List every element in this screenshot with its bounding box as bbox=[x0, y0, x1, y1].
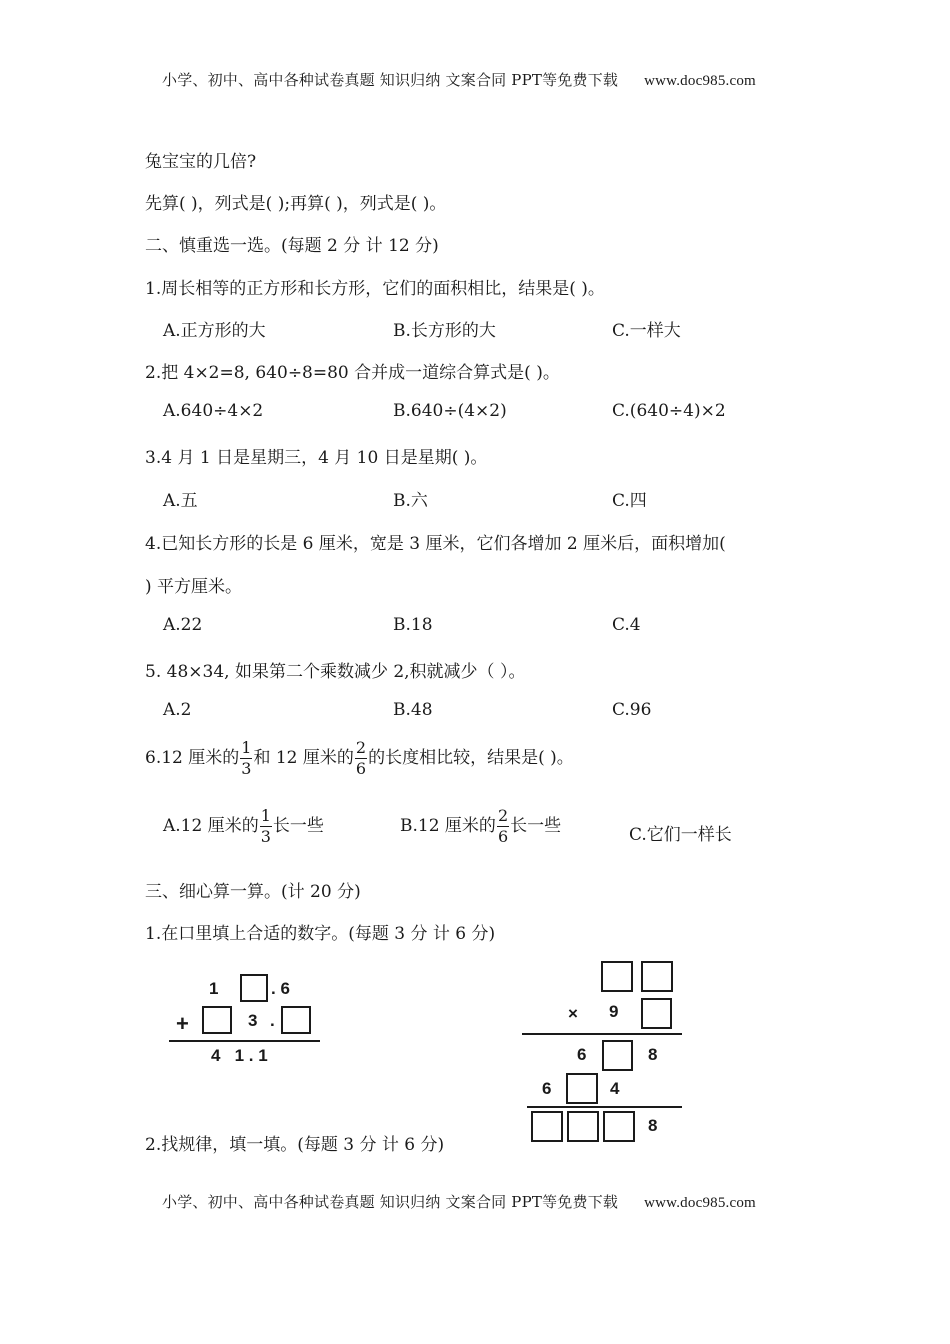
question-3-1: 1.在口里填上合适的数字。(每题 3 分 计 6 分) bbox=[145, 924, 496, 944]
q2-option-c: C.(640÷4)×2 bbox=[612, 401, 726, 421]
question-2-4-cont: ) 平方厘米。 bbox=[145, 577, 243, 597]
addition-digit: 3 bbox=[248, 1011, 258, 1030]
q6-option-c: C.它们一样长 bbox=[629, 825, 732, 845]
question-2-3: 3.4 月 1 日是星期三，4 月 10 日是星期( )。 bbox=[145, 448, 488, 468]
addition-digit: . 6 bbox=[271, 979, 290, 998]
page-header bbox=[162, 69, 756, 90]
multiplication-blank-box[interactable] bbox=[602, 1040, 633, 1071]
multiplication-blank-box[interactable] bbox=[567, 1111, 599, 1142]
times-sign: × bbox=[568, 1004, 578, 1023]
multiplication-digit: 8 bbox=[648, 1045, 658, 1064]
q6-option-a bbox=[163, 808, 324, 845]
fraction-denominator: 6 bbox=[497, 827, 509, 846]
multiplication-blank-box[interactable] bbox=[641, 961, 673, 992]
addition-blank-box[interactable] bbox=[202, 1006, 232, 1034]
fraction-denominator: 3 bbox=[241, 759, 252, 778]
footer-site[interactable]: www.doc985.com bbox=[644, 1195, 756, 1211]
addition-blank-box[interactable] bbox=[240, 974, 268, 1002]
header-text: 小学、初中、高中各种试卷真题 知识归纳 文案合同 PPT等免费下载 bbox=[162, 71, 619, 89]
intro-line-2: 先算( )，列式是( );再算( )，列式是( )。 bbox=[145, 194, 447, 214]
multiplication-blank-box[interactable] bbox=[566, 1073, 598, 1104]
multiplication-blank-box[interactable] bbox=[601, 961, 633, 992]
addition-blank-box[interactable] bbox=[281, 1006, 311, 1034]
multiplication-digit: 9 bbox=[609, 1002, 619, 1021]
fraction-numerator: 2 bbox=[355, 738, 367, 757]
multiplication-blank-box[interactable] bbox=[603, 1111, 635, 1142]
fraction-denominator: 6 bbox=[355, 759, 367, 778]
q6-option-b bbox=[400, 808, 561, 845]
q6-prefix: 6.12 厘米的 bbox=[145, 748, 240, 768]
fraction-denominator: 3 bbox=[260, 827, 271, 846]
question-2-4: 4.已知长方形的长是 6 厘米，宽是 3 厘米，它们各增加 2 厘米后，面积增加( bbox=[145, 534, 726, 554]
question-2-2: 2.把 4×2=8, 640÷8=80 合并成一道综合算式是( )。 bbox=[145, 363, 560, 383]
section-2-title: 二、慎重选一选。(每题 2 分 计 12 分) bbox=[145, 236, 439, 256]
fraction-two-sixths bbox=[497, 808, 509, 845]
question-2-6 bbox=[145, 740, 574, 777]
fraction-numerator: 1 bbox=[260, 806, 271, 825]
addition-decimal-point: . bbox=[270, 1011, 275, 1030]
q3-option-c: C.四 bbox=[612, 491, 647, 511]
q4-option-a: A.22 bbox=[163, 615, 203, 635]
multiplication-blank-box[interactable] bbox=[641, 998, 672, 1029]
q4-option-c: C.4 bbox=[612, 615, 641, 635]
multiplication-blank-box[interactable] bbox=[531, 1111, 563, 1142]
q5-option-b: B.48 bbox=[393, 700, 433, 720]
multiplication-digit: 6 bbox=[577, 1045, 587, 1064]
multiplication-rule-upper bbox=[522, 1033, 682, 1035]
q5-option-c: C.96 bbox=[612, 700, 652, 720]
section-3-title: 三、细心算一算。(计 20 分) bbox=[145, 882, 361, 902]
addition-digit: 1 bbox=[209, 979, 219, 998]
q6-option-a-prefix: A.12 厘米的 bbox=[163, 816, 259, 836]
fraction-two-sixths bbox=[355, 740, 367, 777]
fraction-numerator: 1 bbox=[241, 738, 252, 757]
question-2-1: 1.周长相等的正方形和长方形，它们的面积相比，结果是( )。 bbox=[145, 279, 605, 299]
q6-option-a-suffix: 长一些 bbox=[272, 816, 324, 836]
plus-sign: + bbox=[176, 1011, 189, 1036]
q2-option-a: A.640÷4×2 bbox=[163, 401, 264, 421]
addition-result: 4 1 . 1 bbox=[211, 1046, 268, 1065]
fraction-one-third bbox=[240, 740, 252, 777]
q6-suffix: 的长度相比较，结果是( )。 bbox=[368, 748, 574, 768]
question-3-2: 2.找规律，填一填。(每题 3 分 计 6 分) bbox=[145, 1135, 445, 1155]
q6-option-b-prefix: B.12 厘米的 bbox=[400, 816, 496, 836]
page-footer bbox=[162, 1191, 756, 1212]
q1-option-b: B.长方形的大 bbox=[393, 321, 496, 341]
q1-option-c: C.一样大 bbox=[612, 321, 681, 341]
header-site[interactable]: www.doc985.com bbox=[644, 73, 756, 89]
q6-option-b-suffix: 长一些 bbox=[510, 816, 562, 836]
q3-option-b: B.六 bbox=[393, 491, 428, 511]
fraction-numerator: 2 bbox=[497, 806, 509, 825]
q2-option-b: B.640÷(4×2) bbox=[393, 401, 507, 421]
q3-option-a: A.五 bbox=[163, 491, 198, 511]
q6-middle: 和 12 厘米的 bbox=[253, 748, 354, 768]
fraction-one-third bbox=[260, 808, 272, 845]
multiplication-digit: 4 bbox=[610, 1079, 620, 1098]
q5-option-a: A.2 bbox=[163, 700, 192, 720]
intro-line-1: 兔宝宝的几倍? bbox=[145, 152, 257, 172]
q4-option-b: B.18 bbox=[393, 615, 433, 635]
q1-option-a: A.正方形的大 bbox=[163, 321, 266, 341]
footer-text: 小学、初中、高中各种试卷真题 知识归纳 文案合同 PPT等免费下载 bbox=[162, 1193, 619, 1211]
multiplication-rule-lower bbox=[527, 1106, 682, 1108]
multiplication-digit: 6 bbox=[542, 1079, 552, 1098]
addition-rule bbox=[169, 1040, 320, 1042]
multiplication-digit: 8 bbox=[648, 1116, 658, 1135]
question-2-5: 5. 48×34, 如果第二个乘数减少 2,积就减少（ ）。 bbox=[145, 662, 526, 682]
